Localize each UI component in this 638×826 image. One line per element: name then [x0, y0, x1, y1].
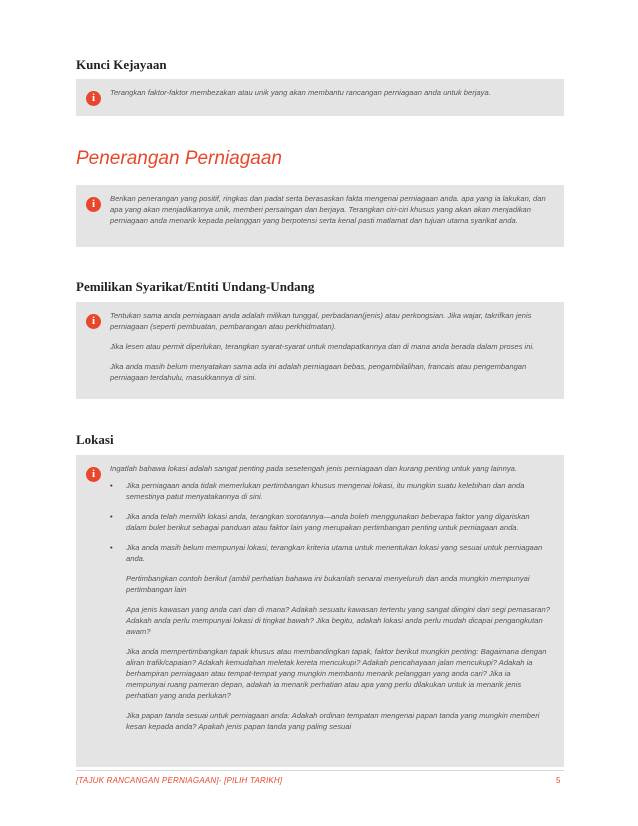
footer-title: [TAJUK RANCANGAN PERNIAGAAN]- [PILIH TARIKH] — [76, 776, 283, 785]
info-icon: i — [86, 314, 101, 329]
note-box-penerangan — [76, 185, 564, 247]
note-box-lokasi — [76, 455, 564, 767]
heading-pemilikan-syarikat: Pemilikan Syarikat/Entiti Undang-Undang — [76, 279, 315, 294]
list-item: • Jika perniagaan anda tidak memerlukan pertimbangan khusus mengenai lokasi, itu mungkin suatu kelebihan dan anda semestinya patut menyatakannya di sini. — [110, 480, 550, 502]
info-icon: i — [86, 467, 101, 482]
sub-text: Pertimbangkan contoh berikut (ambil perhatian bahawa ini bukanlah senarai menyeluruh dan anda mungkin mempunyai pertimbangan lain — [126, 574, 530, 594]
heading-kunci-kejayaan: Kunci Kejayaan — [76, 57, 167, 72]
note-text: Terangkan faktor-faktor membezakan atau unik yang akan membantu rancangan perniagaan anda untuk berjaya. — [110, 88, 491, 97]
info-icon: i — [86, 197, 101, 212]
heading-penerangan-perniagaan: Penerangan Perniagaan — [76, 148, 283, 169]
sub-text: Jika anda mempertimbangkan tapak khusus atau membandingkan tapak, faktor berikut mungkin penting: Bagaimana dengan aliran trafik/capaian? Adakah kemudahan meletak kereta mencukupi? Adakah pencahayaan jalan mencukupi? Adakah ia berhampiran perniagaan atau tempat-tempat yang mungkin membantu menarik pelanggan yang anda cari? Jika ia mempunyai ruang pameran depan, adakah ia menarik perhatian atau apa yang perlu dilakukan untuk ia menarik jenis perhatian yang anda perlukan? — [126, 647, 547, 700]
note-box-pemilikan — [76, 302, 564, 399]
note-text: Tentukan sama anda perniagaan anda adalah milikan tunggal, perbadanan(jenis) atau perkongsian. Jika wajar, takrifkan jenis perniagaan (seperti pembuatan, pembarangan atau perkhidmatan). — [110, 311, 532, 331]
sub-paragraphs — [110, 573, 550, 732]
sub-text: Jika papan tanda sesuai untuk perniagaan anda: Adakah ordinan tempatan mengenai papan tanda yang mungkin memberi kesan kepada anda? Apakah jenis papan tanda yang paling sesuai — [126, 711, 540, 731]
info-icon: i — [86, 91, 101, 106]
footer-rule — [76, 770, 564, 771]
note-text: Jika lesen atau permit diperlukan, terangkan syarat-syarat untuk mendapatkannya dan di mana anda berada dalam proses ini. — [110, 342, 535, 351]
note-text: Jika anda masih belum menyatakan sama ada ini adalah perniagaan bebas, pengambilalihan, francais atau pengembangan perniagaan terdahulu, masukkannya di sini. — [110, 362, 527, 382]
list-item: • Jika anda telah memilih lokasi anda, terangkan sorotannya—anda boleh menggunakan beberapa faktor yang digariskan dalam bulet berikut sebagai panduan atau faktor lain yang merupakan pertimbangan penting untuk perniagaan anda. — [110, 511, 550, 533]
page-number: 5 — [556, 776, 561, 785]
heading-lokasi: Lokasi — [76, 432, 114, 447]
sub-text: Apa jenis kawasan yang anda cari dan di mana? Adakah sesuatu kawasan tertentu yang sangat diingini dari segi pemasaran? Adakah anda perlu mempunyai lokasi di tingkat bawah? Jika begitu, adakah lokasi anda perlu mudah dicapai pengangkutan awam? — [126, 605, 550, 636]
bullet-list — [110, 480, 550, 564]
note-text: Berikan penerangan yang positif, ringkas dan padat serta berasaskan fakta mengenai perniagaan anda. apa yang ia lakukan, dan apa yang akan menjadikannya unik, memberi persaingan dan berjaya. Terangkan ciri-ciri khusus yang akan akan menjadikan perniagaan anda menarik kepada pelanggan yang berpotensi serta kenal pasti matlamat dan tujuan utama syarikat anda. — [110, 194, 546, 225]
note-text: Ingatlah bahawa lokasi adalah sangat penting pada sesetengah jenis perniagaan dan kurang penting untuk yang lainnya. — [110, 464, 517, 473]
list-item: • Jika anda masih belum mempunyai lokasi, terangkan kriteria utama untuk menentukan lokasi yang sesuai untuk perniagaan anda. — [110, 542, 550, 564]
note-box-kunci — [76, 79, 564, 116]
